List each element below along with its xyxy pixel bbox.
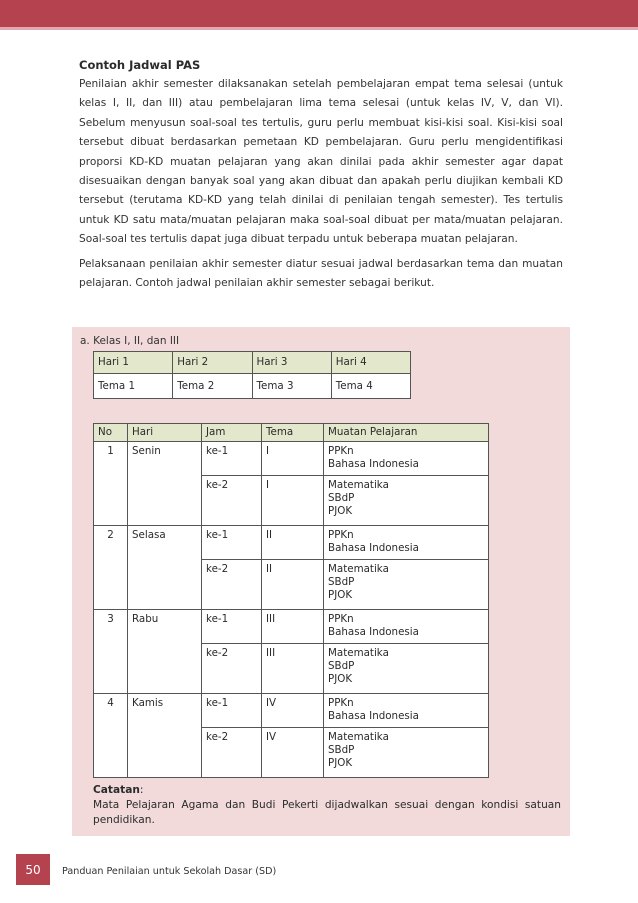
subject: PPKn xyxy=(328,529,354,541)
row-theme: IV xyxy=(262,728,324,778)
table-row xyxy=(94,610,489,644)
row-subjects xyxy=(324,442,489,476)
header-tema: Tema xyxy=(262,424,324,442)
row-theme: II xyxy=(262,526,324,560)
row-subjects xyxy=(324,610,489,644)
day-table-header-row xyxy=(94,352,411,374)
row-theme: II xyxy=(262,560,324,610)
row-session: ke-2 xyxy=(202,728,262,778)
subject: PJOK xyxy=(328,757,353,769)
row-theme: I xyxy=(262,442,324,476)
theme-cell: Tema 4 xyxy=(331,374,410,399)
row-session: ke-2 xyxy=(202,644,262,694)
row-no: 4 xyxy=(94,694,128,778)
theme-cell: Tema 3 xyxy=(252,374,331,399)
section-heading: Contoh Jadwal PAS xyxy=(79,58,201,72)
subject: Bahasa Indonesia xyxy=(328,626,419,638)
row-day: Kamis xyxy=(128,694,202,778)
row-theme: I xyxy=(262,476,324,526)
row-day: Senin xyxy=(128,442,202,526)
subject: Matematika xyxy=(328,479,389,491)
day-header: Hari 1 xyxy=(94,352,173,374)
subject: Bahasa Indonesia xyxy=(328,542,419,554)
paragraph-schedule: Pelaksanaan penilaian akhir semester diatur sesuai jadwal berdasarkan tema dan muatan pelajaran. Contoh jadwal penilaian akhir semester sebagai berikut. xyxy=(79,257,563,290)
theme-cell: Tema 1 xyxy=(94,374,173,399)
header-hari: Hari xyxy=(128,424,202,442)
header-no: No xyxy=(94,424,128,442)
row-subjects xyxy=(324,526,489,560)
row-subjects xyxy=(324,694,489,728)
row-no: 3 xyxy=(94,610,128,694)
subject: PJOK xyxy=(328,505,353,517)
row-subjects xyxy=(324,560,489,610)
note xyxy=(93,783,561,828)
row-theme: III xyxy=(262,610,324,644)
subject: PJOK xyxy=(328,589,353,601)
row-day: Selasa xyxy=(128,526,202,610)
box-subtitle: a. Kelas I, II, dan III xyxy=(80,335,180,347)
subject: SBdP xyxy=(328,492,355,504)
subject: SBdP xyxy=(328,660,355,672)
note-title: Catatan xyxy=(93,784,140,796)
note-body: Mata Pelajaran Agama dan Budi Pekerti dijadwalkan sesuai dengan kondisi satuan pendidikan. xyxy=(93,799,561,826)
subject: Matematika xyxy=(328,731,389,743)
row-no: 2 xyxy=(94,526,128,610)
subject: Matematika xyxy=(328,647,389,659)
row-theme: IV xyxy=(262,694,324,728)
row-subjects xyxy=(324,728,489,778)
row-theme: III xyxy=(262,644,324,694)
row-session: ke-1 xyxy=(202,694,262,728)
header-bar xyxy=(0,0,638,27)
day-header: Hari 3 xyxy=(252,352,331,374)
subject: SBdP xyxy=(328,744,355,756)
row-subjects xyxy=(324,476,489,526)
row-no: 1 xyxy=(94,442,128,526)
header-muatan: Muatan Pelajaran xyxy=(324,424,489,442)
row-day: Rabu xyxy=(128,610,202,694)
day-header: Hari 4 xyxy=(331,352,410,374)
page-number: 50 xyxy=(16,854,50,885)
row-subjects xyxy=(324,644,489,694)
day-table-row xyxy=(94,374,411,399)
schedule-table xyxy=(93,423,489,778)
main-content xyxy=(79,56,563,293)
subject: PPKn xyxy=(328,697,354,709)
table-row xyxy=(94,442,489,476)
row-session: ke-1 xyxy=(202,442,262,476)
day-header: Hari 2 xyxy=(173,352,252,374)
header-accent-line xyxy=(0,27,638,30)
theme-cell: Tema 2 xyxy=(173,374,252,399)
subject: Bahasa Indonesia xyxy=(328,458,419,470)
table-row xyxy=(94,694,489,728)
row-session: ke-2 xyxy=(202,476,262,526)
subject: Matematika xyxy=(328,563,389,575)
row-session: ke-1 xyxy=(202,610,262,644)
footer-text: Panduan Penilaian untuk Sekolah Dasar (SD) xyxy=(62,866,277,877)
day-theme-table xyxy=(93,351,411,399)
subject: PJOK xyxy=(328,673,353,685)
subject: SBdP xyxy=(328,576,355,588)
subject: Bahasa Indonesia xyxy=(328,710,419,722)
subject: PPKn xyxy=(328,445,354,457)
subject: PPKn xyxy=(328,613,354,625)
paragraph-intro: Penilaian akhir semester dilaksanakan setelah pembelajaran empat tema selesai (untuk kelas I, II, dan III) atau pembelajaran lima tema selesai (untuk kelas IV, V, dan VI). Sebelum menyusun soal-soal tes tertulis, guru perlu membuat kisi-kisi soal. Kisi-kisi soal tersebut dibuat berdasarkan pemetaan KD pembelajaran. Guru perlu mengidentifikasi proporsi KD-KD muatan pelajaran yang akan dinilai pada akhir semester agar dapat disesuaikan dengan banyak soal yang akan dibuat dan apakah perlu diujikan kembali KD tersebut (terutama KD-KD yang telah dinilai di penilaian tengah semester). Tes tertulis untuk KD satu mata/muatan pelajaran maka soal-soal dibuat per mata/muatan pelajaran. Soal-soal tes tertulis dapat juga dibuat terpadu untuk beberapa muatan pelajaran. xyxy=(79,78,563,246)
header-jam: Jam xyxy=(202,424,262,442)
note-colon: : xyxy=(139,784,144,796)
table-row xyxy=(94,526,489,560)
schedule-header-row xyxy=(94,424,489,442)
note-heading xyxy=(93,783,561,798)
row-session: ke-1 xyxy=(202,526,262,560)
row-session: ke-2 xyxy=(202,560,262,610)
